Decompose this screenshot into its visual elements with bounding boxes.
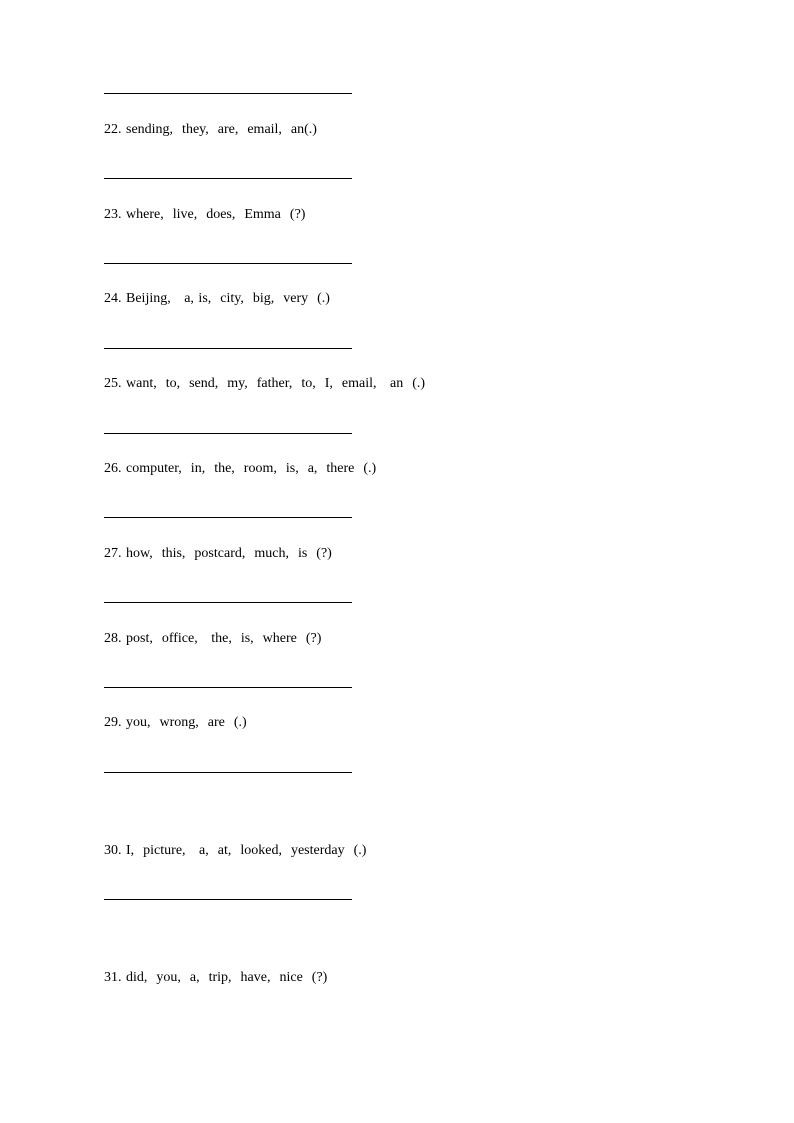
answer-line-24 [104, 348, 352, 349]
answer-line-28 [104, 687, 352, 688]
answer-line-21 [104, 93, 352, 94]
question-31: 31. did, you, a, trip, have, nice (?) [104, 970, 328, 985]
question-26: 26. computer, in, the, room, is, a, there (.) [104, 461, 377, 476]
question-24: 24. Beijing, a, is, city, big, very (.) [104, 291, 330, 306]
question-22: 22. sending, they, are, email, an(.) [104, 122, 317, 137]
question-27: 27. how, this, postcard, much, is (?) [104, 546, 332, 561]
answer-line-26 [104, 517, 352, 518]
question-30: 30. I, picture, a, at, looked, yesterday (.) [104, 843, 367, 858]
question-23: 23. where, live, does, Emma (?) [104, 207, 306, 222]
answer-line-27 [104, 602, 352, 603]
question-25: 25. want, to, send, my, father, to, I, email, an (.) [104, 376, 426, 391]
answer-line-30 [104, 899, 352, 900]
answer-line-23 [104, 263, 352, 264]
question-28: 28. post, office, the, is, where (?) [104, 631, 322, 646]
question-29: 29. you, wrong, are (.) [104, 715, 247, 730]
answer-line-29 [104, 772, 352, 773]
answer-line-25 [104, 433, 352, 434]
answer-line-22 [104, 178, 352, 179]
